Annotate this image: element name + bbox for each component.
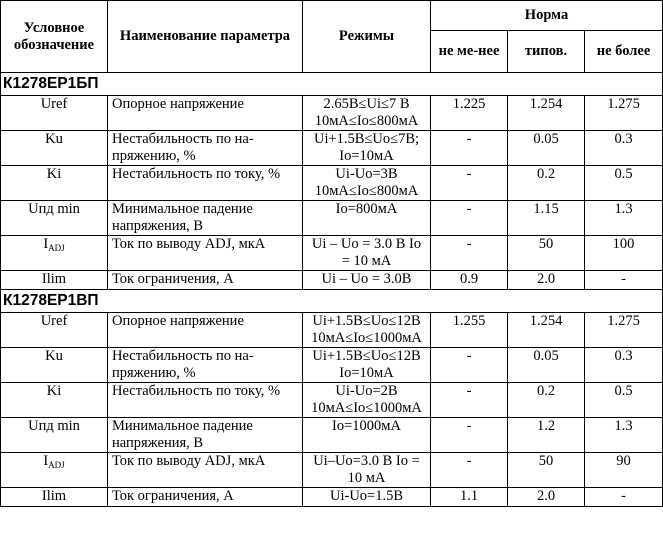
cell-max: 0.3	[585, 131, 663, 166]
header-typ: типов.	[508, 31, 585, 73]
cell-max: 1.275	[585, 96, 663, 131]
cell-min: -	[431, 418, 508, 453]
cell-mode: Ui+1.5В≤Uo≤12В Io=10мА	[303, 348, 431, 383]
cell-min: -	[431, 201, 508, 236]
cell-typ: 1.254	[508, 96, 585, 131]
cell-min: -	[431, 166, 508, 201]
table-row	[1, 201, 663, 236]
cell-symbol: Ku	[1, 131, 108, 166]
cell-max: -	[585, 488, 663, 507]
cell-symbol: $I_{ADJ}$	[1, 236, 108, 271]
cell-symbol: Ki	[1, 166, 108, 201]
cell-parameter: Ток ограничения, А	[108, 488, 303, 507]
cell-typ: 1.2	[508, 418, 585, 453]
cell-mode: Ui+1.5В≤Uo≤12В 10мА≤Io≤1000мА	[303, 313, 431, 348]
table-row	[1, 348, 663, 383]
table-body	[1, 73, 663, 507]
cell-mode: Ui-Uo=2В 10мА≤Io≤1000мА	[303, 383, 431, 418]
cell-symbol: Uпд min	[1, 201, 108, 236]
table-row	[1, 418, 663, 453]
cell-parameter: Нестабильность по току, %	[108, 383, 303, 418]
cell-symbol: Ilim	[1, 271, 108, 290]
cell-symbol: Uпд min	[1, 418, 108, 453]
cell-mode: Io=1000мА	[303, 418, 431, 453]
header-max: не более	[585, 31, 663, 73]
cell-max: 1.3	[585, 201, 663, 236]
header-symbol: Условное обозначение	[1, 1, 108, 73]
section-header	[1, 290, 663, 313]
cell-mode: Ui-Uo=1.5В	[303, 488, 431, 507]
cell-min: -	[431, 348, 508, 383]
cell-max: 0.5	[585, 166, 663, 201]
cell-symbol: Uref	[1, 313, 108, 348]
cell-min: 0.9	[431, 271, 508, 290]
table-row	[1, 96, 663, 131]
cell-parameter: Минимальное падение напряжения, В	[108, 418, 303, 453]
cell-typ: 0.05	[508, 131, 585, 166]
cell-min: 1.225	[431, 96, 508, 131]
cell-max: 100	[585, 236, 663, 271]
cell-mode: Io=800мА	[303, 201, 431, 236]
cell-symbol: Ilim	[1, 488, 108, 507]
cell-symbol: $I_{ADJ}$	[1, 453, 108, 488]
cell-typ: 0.2	[508, 383, 585, 418]
cell-min: -	[431, 131, 508, 166]
cell-typ: 1.254	[508, 313, 585, 348]
cell-typ: 50	[508, 236, 585, 271]
section-title: К1278ЕР1ВП	[1, 290, 663, 313]
cell-parameter: Ток ограничения, А	[108, 271, 303, 290]
table-row	[1, 313, 663, 348]
cell-max: 1.3	[585, 418, 663, 453]
header-mode: Режимы	[303, 1, 431, 73]
cell-parameter: Ток по выводу ADJ, мкА	[108, 236, 303, 271]
section-header	[1, 73, 663, 96]
cell-max: -	[585, 271, 663, 290]
cell-mode: Ui-Uo=3В 10мА≤Io≤800мА	[303, 166, 431, 201]
header-min: не ме-нее	[431, 31, 508, 73]
cell-mode: Ui+1.5В≤Uo≤7В; Io=10мА	[303, 131, 431, 166]
cell-symbol: Ku	[1, 348, 108, 383]
header-parameter: Наименование параметра	[108, 1, 303, 73]
cell-max: 0.3	[585, 348, 663, 383]
cell-typ: 1.15	[508, 201, 585, 236]
cell-mode: Ui–Uo=3.0 В Io = 10 мА	[303, 453, 431, 488]
cell-min: 1.255	[431, 313, 508, 348]
cell-max: 0.5	[585, 383, 663, 418]
cell-min: -	[431, 236, 508, 271]
cell-typ: 2.0	[508, 488, 585, 507]
cell-typ: 0.05	[508, 348, 585, 383]
cell-symbol: Ki	[1, 383, 108, 418]
cell-mode: 2.65В≤Ui≤7 В 10мА≤Io≤800мА	[303, 96, 431, 131]
cell-mode: Ui – Uo = 3.0В	[303, 271, 431, 290]
header-norm: Норма	[431, 1, 663, 31]
section-title: К1278ЕР1БП	[1, 73, 663, 96]
table-row	[1, 236, 663, 271]
cell-typ: 0.2	[508, 166, 585, 201]
cell-min: -	[431, 453, 508, 488]
table-row	[1, 166, 663, 201]
cell-min: -	[431, 383, 508, 418]
cell-parameter: Опорное напряжение	[108, 313, 303, 348]
table-row	[1, 488, 663, 507]
cell-symbol: Uref	[1, 96, 108, 131]
cell-max: 90	[585, 453, 663, 488]
cell-typ: 2.0	[508, 271, 585, 290]
cell-parameter: Нестабильность по на-пряжению, %	[108, 348, 303, 383]
cell-typ: 50	[508, 453, 585, 488]
cell-parameter: Ток по выводу ADJ, мкА	[108, 453, 303, 488]
cell-parameter: Опорное напряжение	[108, 96, 303, 131]
cell-min: 1.1	[431, 488, 508, 507]
cell-max: 1.275	[585, 313, 663, 348]
table-row	[1, 383, 663, 418]
cell-parameter: Нестабильность по току, %	[108, 166, 303, 201]
table-row	[1, 453, 663, 488]
cell-parameter: Нестабильность по на-пряжению, %	[108, 131, 303, 166]
table-row	[1, 131, 663, 166]
table-row	[1, 271, 663, 290]
cell-mode: Ui – Uo = 3.0 В Io = 10 мА	[303, 236, 431, 271]
cell-parameter: Минимальное падение напряжения, В	[108, 201, 303, 236]
